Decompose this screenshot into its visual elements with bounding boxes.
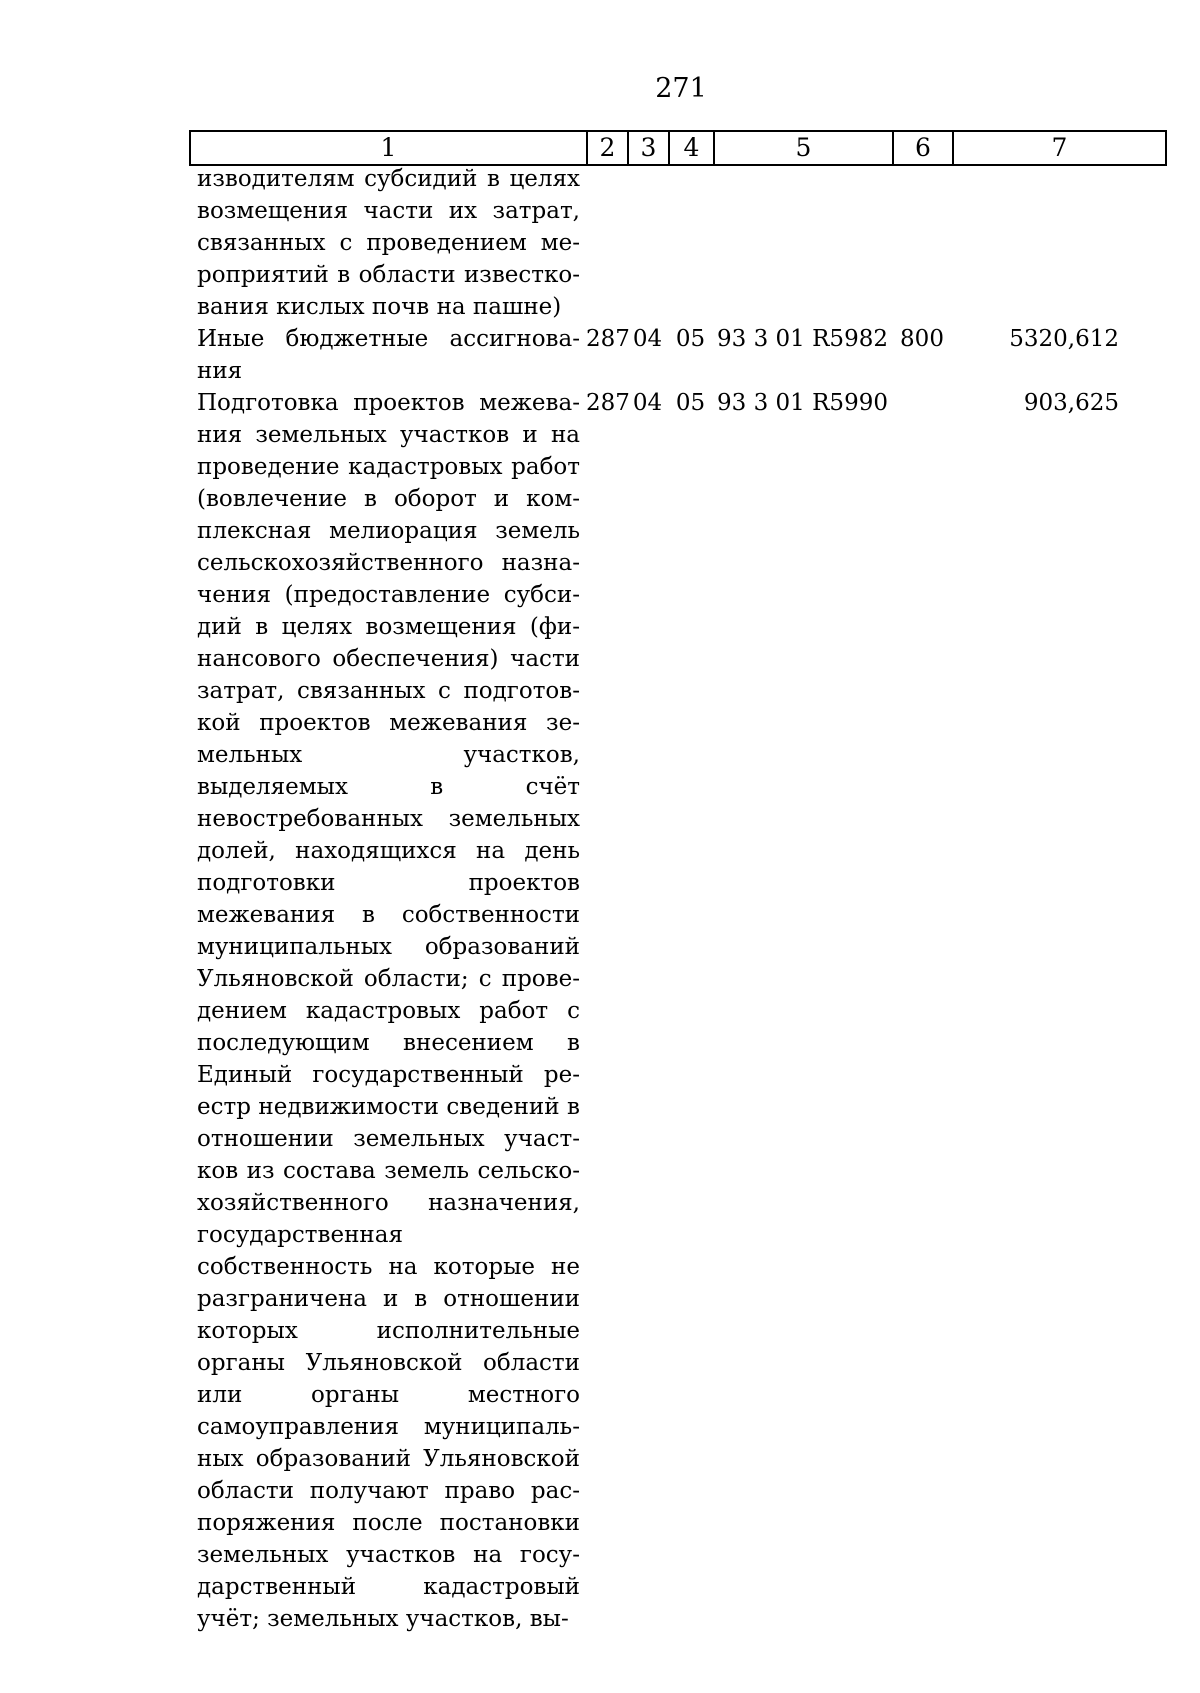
row-1-col-3 (627, 163, 668, 323)
header-col-7: 7 (953, 131, 1166, 165)
row-1-name: изводителям субсидий в целях возмещения части их затрат, связанных с проведением мероприятий в области известкования кислых почв на пашне) (197, 166, 580, 320)
header-col-2: 2 (587, 131, 628, 165)
table-row (189, 323, 1165, 387)
row-2-col-7: 5320,612 (1009, 326, 1119, 352)
row-1-col-4 (668, 163, 713, 323)
table-row (189, 163, 1165, 323)
row-3-col-4: 05 (675, 390, 706, 416)
row-2-name: Иные бюджетные ассигнования (197, 326, 580, 384)
header-col-6: 6 (893, 131, 953, 165)
row-3-col-7: 903,625 (1023, 390, 1119, 416)
table-row (189, 387, 1165, 1635)
row-1-col-7 (952, 163, 1165, 323)
row-1-col-2 (586, 163, 627, 323)
table-header (189, 130, 1167, 166)
row-2-col-4: 05 (675, 326, 706, 352)
row-2-col-3: 04 (632, 326, 663, 352)
row-2-col-5: 93 3 01 R5982 (717, 326, 888, 352)
header-col-4: 4 (669, 131, 714, 165)
row-1-col-5 (713, 163, 892, 323)
row-2-col-6: 800 (900, 326, 944, 352)
row-1-col-6 (892, 163, 952, 323)
row-3-col-6 (892, 387, 952, 1635)
header-col-3: 3 (628, 131, 669, 165)
table-body (189, 163, 1165, 1635)
row-3-col-3: 04 (632, 390, 663, 416)
row-2-col-2: 287 (586, 326, 630, 352)
page-number: 271 (655, 73, 707, 104)
row-3-col-5: 93 3 01 R5990 (717, 390, 888, 416)
row-3-name: Подготовка проектов межевания земельных участков и на проведение кадастровых работ (вовлечение в оборот и комплексная мелиорация земель сельскохозяйственного назначения (предоставление субсидий в целях возмещения (финансового обеспечения) части затрат, связанных с подготовкой проектов межевания земельных участков, выделяемых в счёт невостребованных земельных долей, находящихся на день подготовки проектов межевания в собственности муниципальных образований Ульяновской области; с проведением кадастровых работ с последующим внесением в Единый государственный реестр недвижимости сведений в отношении земельных участков из состава земель сельскохозяйственного назначения, государственная собственность на которые не разграничена и в отношении которых исполнительные органы Ульяновской области или органы местного самоуправления муниципальных образований Ульяновской области получают право распоряжения после постановки земельных участков на государственный кадастровый учёт; земельных участков, вы- (197, 390, 580, 1632)
header-col-1: 1 (190, 131, 587, 165)
row-3-col-2: 287 (586, 390, 630, 416)
header-col-5: 5 (714, 131, 893, 165)
